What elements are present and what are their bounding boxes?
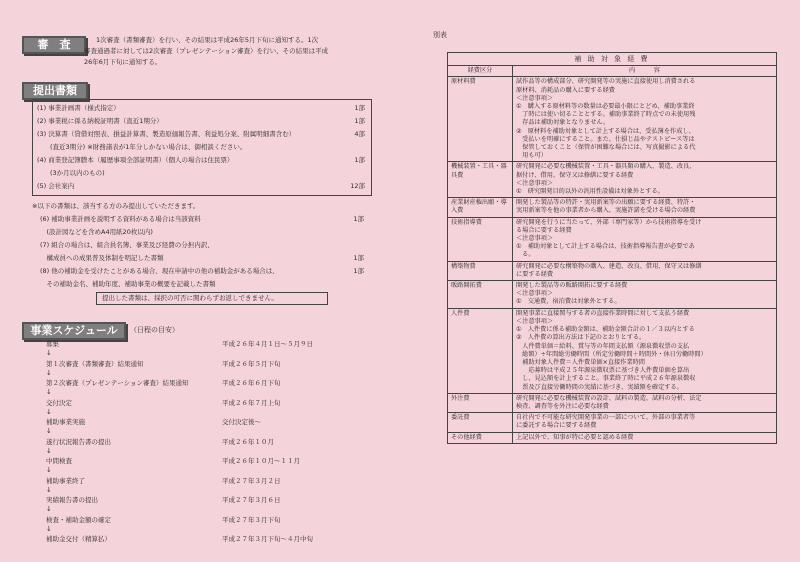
schedule-label: 中間検査: [46, 457, 72, 465]
document-label: (2) 事業税に係る納税証明書（直近1期分）: [37, 117, 163, 125]
review-line: 1次審査（書類審査）を行い、その結果は平成26年5月下旬に通知する。1次: [96, 36, 319, 44]
extra-document-item: [40, 253, 366, 263]
expense-line: ① 人件費に係る補助金額は、補助金額合計の１／３以内とする: [516, 326, 695, 334]
extra-document-label: (設計図などを含めA4用紙20枚以内): [40, 228, 153, 236]
down-arrow-icon: ↓: [46, 446, 52, 455]
expense-line: ＜注意事項＞: [516, 94, 554, 102]
documents-badge: 提出書類: [22, 82, 88, 100]
down-arrow-icon: ↓: [46, 524, 52, 533]
extra-document-label: その補助金名、補助年度、補助事業の概要を記載した書類: [40, 280, 216, 288]
down-arrow-icon: ↓: [46, 485, 52, 494]
expense-line: 研究開発に必要な構築物の購入、建造、改良、借用、保守又は修繕: [516, 262, 702, 270]
expense-line: ① 補助対象として計上する場合は、技術指導報告書が必要であ: [516, 243, 695, 251]
extra-document-label: (8) 他の補助金を受けたことがある場合、現在申請中の他の補助金がある場合は、: [40, 267, 279, 275]
table-tag: 別表: [433, 31, 447, 39]
expense-line: 上記以外で、知事が特に必要と認める経費: [516, 433, 634, 441]
expense-content: [513, 162, 777, 198]
expense-content: [513, 308, 777, 393]
document-item: [37, 155, 367, 165]
expense-line: ② 原材料を補助対象として計上する場合は、受払簿を作成し、: [516, 127, 695, 135]
expense-line: 用も可）: [516, 152, 547, 160]
expense-line: 存品は補助対象となりません。: [516, 119, 610, 127]
document-item: [37, 181, 367, 191]
expense-table: [447, 52, 777, 444]
expense-line: 受払いを明確にすること。また、仕損じ品やテストピース等は: [516, 135, 695, 143]
extra-document-item: [40, 279, 366, 289]
expense-content: [513, 432, 777, 443]
expense-row: [448, 261, 777, 280]
extra-document-count: 1部: [353, 215, 364, 223]
expense-row: [448, 308, 777, 393]
review-badge: 審 査: [22, 36, 86, 54]
review-line: 審査通過者に対しては2次審査（プレゼンテーション審査）を行い、その結果は平成: [84, 47, 329, 55]
schedule-date: 平成２６年５月下旬: [222, 359, 281, 368]
return-notice-text: 提出した書類は、採択の可否に関わらずお返しできません。: [102, 294, 278, 302]
extra-document-label: 構成員への成果普及体制を明記した書類: [40, 254, 164, 262]
expense-line: ① 購入する原材料等の数量は必要最小限にとどめ、補助事業終: [516, 103, 695, 111]
schedule-date: 平成２７年３月下旬: [222, 515, 281, 524]
expense-category: 販路開拓費: [448, 281, 513, 309]
expense-row: [448, 162, 777, 198]
schedule-date: 平成２６年４月１日～５月９日: [222, 340, 313, 348]
extra-document-label: (7) 組合の場合は、組合員名簿、事業及び経費の分担内訳、: [40, 241, 214, 249]
schedule-date: 平成２６年１０月: [222, 437, 274, 446]
expense-line: 据付け、借用、保守又は修繕に要する経費: [516, 171, 634, 179]
document-item: [37, 116, 367, 126]
schedule-date: 平成２７年３月２日: [222, 476, 281, 485]
expense-line: る場合に要する経費: [516, 226, 572, 234]
expense-content: [513, 393, 777, 412]
expense-line: ② 人件費の算出方法は下記のとおりとする。: [516, 334, 646, 342]
extra-document-item: [40, 227, 366, 237]
expense-content: [513, 198, 777, 217]
expense-line: ＜注意事項＞: [516, 235, 554, 243]
schedule-date: 交付決定後～: [222, 418, 261, 426]
document-item: [37, 129, 367, 139]
schedule-label: 交付決定: [46, 398, 72, 407]
schedule-date: 平成２６年１０月～１１月: [222, 457, 300, 465]
expense-line: し、見込額を計上すること。事業終了時に平成２６年源泉徴収: [516, 375, 696, 383]
documents-note: ※以下の書類は、該当する方のみ提出していただきます。: [32, 202, 200, 210]
schedule-label: 第２次審査（プレゼンテーション審査）結果通知: [46, 379, 189, 387]
expense-category: 産業財産権出願・導入費: [448, 198, 513, 217]
expense-category: 外注費: [448, 393, 513, 412]
header-content: 内 容: [513, 66, 777, 77]
document-item: [37, 142, 367, 152]
return-notice: [96, 292, 328, 305]
expense-line: 研究開発を行うに当たって、外部（専門家等）から技術指導を受け: [516, 218, 702, 226]
schedule-label: 補助事業実施: [46, 418, 85, 426]
document-label: (5) 会社案内: [37, 182, 75, 190]
expense-line: 自社内で不可能な研究開発事業の一部について、外部の事業者等: [516, 414, 696, 422]
expense-line: 開発した製品等の特許・実用新案等の出願に要する経費、特許・: [516, 199, 696, 207]
expense-row: [448, 413, 777, 432]
expense-row: [448, 217, 777, 261]
expense-line: 研究開発に必要な機械装置の設計、試料の製造、試料の分析、法定: [516, 394, 702, 402]
expense-line: ＜注意事項＞: [516, 179, 554, 187]
expense-line: ＜注意事項＞: [516, 317, 554, 325]
schedule-date: 平成２６年７月上旬: [222, 398, 281, 407]
expense-category: 原材料費: [448, 77, 513, 162]
schedule-label: 実績報告書の提出: [46, 496, 98, 504]
expense-line: ① 研究開発目的以外の汎用性設備は対象外とする。: [516, 188, 664, 196]
schedule-date: 平成２７年３月６日: [222, 496, 281, 504]
document-label: (1) 事業計画書（様式指定）: [37, 104, 120, 112]
expense-line: 票及び直接労働時間の実績に基づき、実績額を確定する。: [516, 383, 683, 391]
document-count: 12部: [350, 182, 365, 190]
schedule-label: 検査・補助金額の確定: [46, 515, 111, 524]
expense-line: 実用新案等を他の事業者から購入、実施許諾を受ける場合の経費: [516, 207, 696, 215]
expense-category: その他経費: [448, 432, 513, 443]
expense-row: [448, 198, 777, 217]
extra-document-item: [40, 240, 366, 250]
expense-line: 保管しておくこと（保管が困難な場合には、写真撮影による代: [516, 144, 696, 152]
expense-row: [448, 393, 777, 412]
down-arrow-icon: ↓: [46, 368, 52, 377]
extra-document-count: 1部: [353, 267, 364, 275]
down-arrow-icon: ↓: [46, 349, 52, 357]
expense-line: 原材料、消耗品の購入に要する経費: [516, 86, 615, 94]
expense-row: [448, 281, 777, 309]
down-arrow-icon: ↓: [46, 505, 52, 513]
schedule-label: 第１次審査（書類審査）結果通知: [46, 359, 144, 368]
expense-content: [513, 217, 777, 261]
expense-line: 研究開発に必要な機械装置・工具・器具類の購入、製造、改良、: [516, 163, 696, 171]
schedule-subtitle: （日程の目安）: [130, 326, 179, 334]
document-count: 1部: [354, 117, 365, 125]
header-category: 経費区分: [448, 66, 513, 77]
expense-line: 開発した製品等の販路開拓に要する経費: [516, 282, 628, 290]
expense-category: 構築物費: [448, 261, 513, 280]
down-arrow-icon: ↓: [46, 407, 52, 416]
schedule-date: 平成２６年６月下旬: [222, 379, 281, 387]
document-item: [37, 168, 367, 178]
table-title: 補 助 対 象 経 費: [448, 53, 777, 66]
extra-document-count: 1部: [353, 254, 364, 262]
schedule-label: 遂行状況報告書の提出: [46, 437, 111, 446]
expense-content: [513, 77, 777, 162]
document-count: 1部: [354, 156, 365, 164]
schedule-badge: 事業スケジュール: [22, 322, 126, 340]
expense-line: 総額）÷年間総労働時間（所定労働時間＋時間外・休日労働時間）: [516, 350, 707, 358]
expense-line: に要する経費: [516, 270, 554, 278]
expense-line: に委託する場合に要する経費: [516, 422, 597, 430]
expense-line: 開発事業に直接関与する者の直接作業時間に対して支払う経費: [516, 309, 690, 317]
expense-category: 機械装置・工具・器具費: [448, 162, 513, 198]
schedule-label: 補助金交付（精算払）: [46, 535, 111, 543]
document-label: (3) 決算書（貸借対照表、損益計算書、製造原価報告書、利益処分案、附属明細書含む）: [37, 130, 296, 138]
document-count: 1部: [354, 104, 365, 112]
expense-row: [448, 77, 777, 162]
extra-document-label: (6) 補助事業計画を説明する資料がある場合は当該資料: [40, 215, 201, 223]
expense-line: 人件費単価＝給料、賞与等の年間支払額（源泉徴収票の支払: [516, 342, 690, 350]
down-arrow-icon: ↓: [46, 466, 52, 474]
document-item: [37, 103, 367, 113]
expense-line: ① 交通費、宿泊費は対象外とする。: [516, 298, 621, 306]
schedule-date: 平成２７年３月下旬～４月中旬: [222, 535, 313, 543]
review-line: 26年6月下旬に通知する。: [84, 58, 162, 66]
expense-line: 試作品等の構成部分、研究開発等の実施に直接使用し消費される: [516, 78, 696, 86]
expense-category: 人件費: [448, 308, 513, 393]
expense-line: る。: [516, 251, 535, 259]
expense-category: 委託費: [448, 413, 513, 432]
document-label: (4) 商業登記簿謄本（履歴事項全部証明書）（個人の場合は住民票）: [37, 156, 234, 164]
expense-content: [513, 261, 777, 280]
extra-document-item: [40, 266, 366, 276]
schedule-label: 補助事業終了: [46, 476, 85, 485]
extra-document-item: [40, 214, 366, 224]
documents-box: [32, 99, 372, 196]
expense-line: ＜注意事項＞: [516, 290, 554, 298]
expense-line: 応募時は平成２５年源泉徴収票に基づき人件費単価を算出: [516, 367, 690, 375]
expense-line: 了時には使い切ることとする。補助事業終了時点での未使用残: [516, 111, 696, 119]
expense-row: [448, 432, 777, 443]
expense-line: 検査、調査等を外注に必要な経費: [516, 402, 609, 410]
down-arrow-icon: ↓: [46, 427, 52, 435]
document-label: (直近3期分) ※財務諸表が1年分しかない場合は、御相談ください。: [37, 143, 247, 151]
document-count: 4部: [354, 130, 365, 138]
expense-category: 技術指導費: [448, 217, 513, 261]
document-label: (3か月以内のもの): [37, 169, 105, 177]
schedule-label: 募集: [46, 340, 59, 348]
expense-line: 補助対象人件費＝人件費単価×直接作業時間: [516, 358, 645, 366]
expense-content: [513, 281, 777, 309]
down-arrow-icon: ↓: [46, 388, 52, 396]
expense-content: [513, 413, 777, 432]
